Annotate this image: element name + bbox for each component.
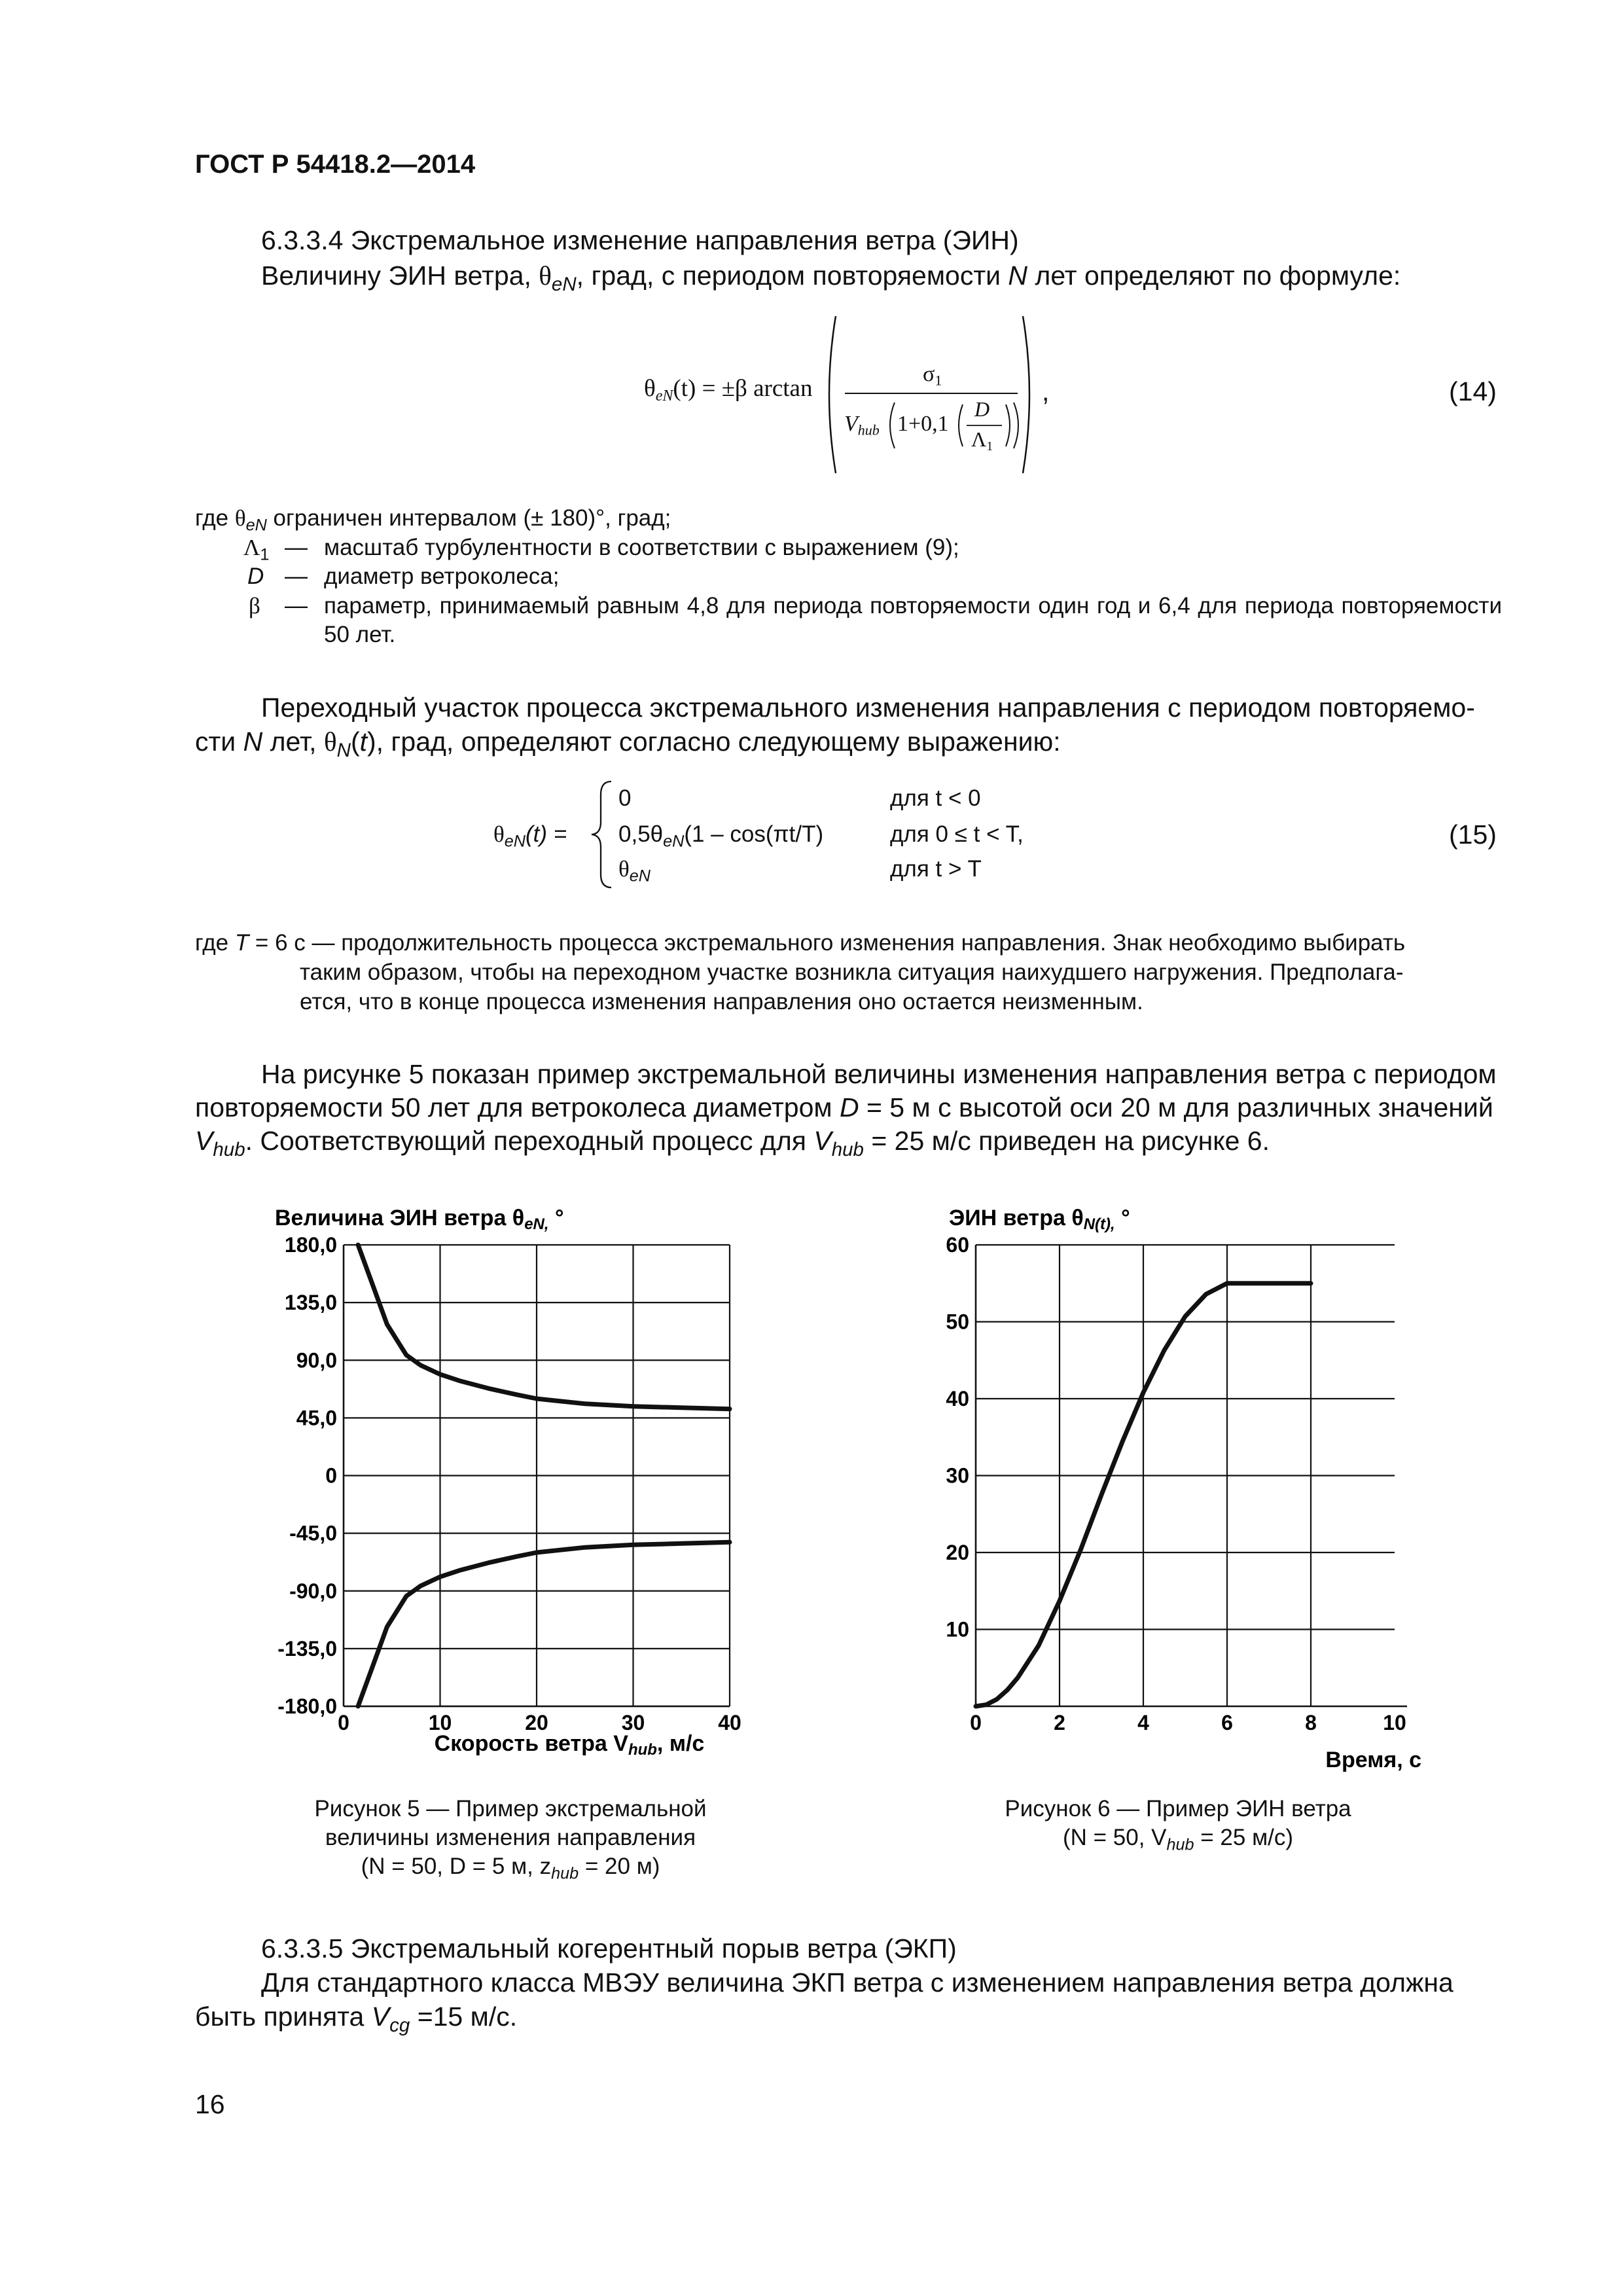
chart2-y-title: ЭИН ветра θN(t), ° [949,1206,1130,1233]
c1-x-tick-label: 30 [621,1711,645,1734]
c2-x-tick-label: 4 [1137,1711,1149,1734]
c1-y-tick-label: 180,0 [284,1233,337,1257]
where-beta-symbol: β [249,593,260,619]
c1-y-tick-label: 45,0 [296,1406,337,1430]
c1-series-line-1 [358,1542,730,1706]
where-t-line3: ется, что в конце процесса изменения направления оно остается неизменным. [300,989,1143,1014]
c2-y-tick-label: 50 [946,1310,969,1334]
c1-x-tick-label: 20 [525,1711,548,1734]
section-6335-line2: быть принята $V_{cg} =15$ м/с. [195,2001,518,2036]
section-heading-6334: 6.3.3.4 Экстремальное изменение направления ветра (ЭИН) [261,225,1019,255]
where-lambda-symbol: $\Lambda_1$ [243,535,270,564]
c1-y-tick-label: 0 [325,1463,337,1488]
c1-y-tick-label: 135,0 [284,1291,337,1315]
transition-line2: сти N лет, $\theta_N(t)$, град, определяют согласно следующему выражению: [195,726,1061,761]
c1-y-tick-label: 90,0 [296,1348,337,1372]
c2-x-tick-label: 0 [970,1711,982,1734]
where-t-line1: где T = 6 с — продолжительность процесса экстремального изменения направления. Знак необходимо выбирать [195,930,1406,956]
formula-14-brackets [821,313,1037,476]
section-6335-line1: Для стандартного класса МВЭУ величина ЭКП ветра с изменением направления ветра должна [261,1967,1454,1998]
chart2-x-title: Время, с [1325,1748,1421,1772]
where-d-symbol: D [247,564,264,589]
formula-15-brace [589,779,618,890]
c2-x-tick-label: 8 [1305,1711,1317,1734]
c1-x-tick-label: 0 [338,1711,349,1734]
page-number: 16 [195,2089,225,2119]
figure-intro-line1: На рисунке 5 показан пример экстремальной величины изменения направления ветра с периодом [261,1059,1497,1089]
chart1-y-title: Величина ЭИН ветра θeN, ° [275,1206,564,1233]
chart2-x-ticks [970,1711,1406,1734]
figure5-caption: Рисунок 5 — Пример экстремальной величины изменения направления (N = 50, D = 5 м, $z_{hub} = 20$ м) [314,1796,707,1883]
chart1-grid [344,1245,730,1706]
figure6-caption: Рисунок 6 — Пример ЭИН ветра (N = 50, $V_{hub} = 25$ м/с) [1005,1796,1351,1854]
where-beta-text: параметр, принимаемый равным 4,8 для периода повторяемости один год и 6,4 для периода повторяемости 50 лет. [324,593,1502,647]
formula-15-number: (15) [1449,819,1497,850]
c2-x-tick-label: 6 [1221,1711,1233,1734]
c2-x-tick-label: 2 [1054,1711,1065,1734]
figure-intro-line3: $V_{hub}$. Соответствующий переходный процесс для $V_{hub} = 25$ м/с приведен на рисунке 6. [195,1126,1270,1160]
c1-y-tick-label: -45,0 [289,1521,337,1545]
document-header: ГОСТ Р 54418.2—2014 [195,150,476,179]
c1-y-tick-label: -135,0 [277,1636,337,1660]
c1-y-tick-label: -180,0 [277,1695,337,1718]
c2-y-tick-label: 20 [946,1541,969,1564]
c1-y-tick-label: -90,0 [289,1579,337,1603]
chart-extreme-direction-change [262,1191,759,1780]
chart1-y-ticks [277,1233,337,1718]
c2-y-tick-label: 30 [946,1463,969,1488]
formula-14-number: (14) [1449,376,1497,406]
where-lambda-text: масштаб турбулентности в соответствии с выражением (9); [324,535,959,560]
c2-y-tick-label: 10 [946,1617,969,1641]
section-heading-6335: 6.3.3.5 Экстремальный когерентный порыв ветра (ЭКП) [261,1933,957,1964]
chart1-x-title: Скорость ветра Vhub, м/с [434,1731,705,1759]
chart2-y-ticks [946,1233,969,1641]
where-d-text: диаметр ветроколеса; [324,564,560,589]
c1-series-line-0 [358,1245,730,1409]
figure-intro-line2: повторяемости 50 лет для ветроколеса диаметром D = 5 м с высотой оси 20 м для различных значений [195,1092,1493,1122]
section-6334-intro: Величину ЭИН ветра, $\theta_{eN}$, град, с периодом повторяемости N лет определяют по формуле: [261,260,1401,295]
where-theta-limit: где $\theta_{eN}$ ограничен интервалом (± 180)°, град; [195,505,671,535]
c2-x-tick-label: 10 [1383,1711,1406,1734]
c2-y-tick-label: 60 [946,1233,969,1257]
transition-line1: Переходный участок процесса экстремального изменения направления с периодом повторяемо- [261,692,1475,723]
c2-y-tick-label: 40 [946,1387,969,1410]
c1-x-tick-label: 40 [718,1711,741,1734]
c1-x-tick-label: 10 [428,1711,452,1734]
where-t-line2: таким образом, чтобы на переходном участке возникла ситуация наихудшего нагружения. Предполага- [300,960,1404,985]
chart-direction-transition [916,1191,1440,1780]
